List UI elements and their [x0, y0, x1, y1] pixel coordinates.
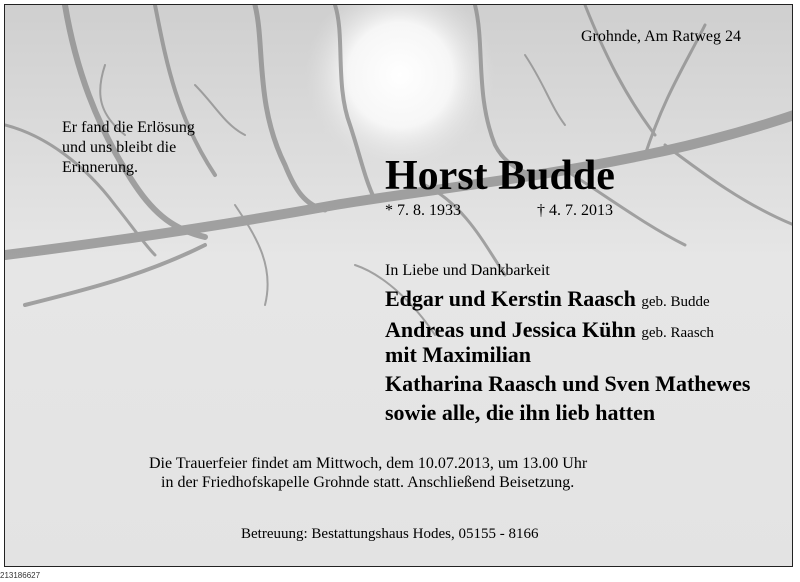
- mourner-line: sowie alle, die ihn lieb hatten: [385, 400, 656, 425]
- mourner-name: Andreas und Jessica Kühn: [385, 317, 636, 342]
- mourners-intro: In Liebe und Dankbarkeit: [385, 262, 550, 279]
- deceased-name: Horst Budde: [385, 153, 615, 199]
- quote-line: Erinnerung.: [62, 159, 138, 176]
- mourner-line: mit Maximilian: [385, 342, 532, 367]
- location-address: Grohnde, Am Ratweg 24: [581, 28, 741, 45]
- birth-date: * 7. 8. 1933: [385, 202, 461, 219]
- obituary-notice: [4, 4, 793, 567]
- funeral-home-footer: Betreuung: Bestattungshaus Hodes, 05155 - 8166: [241, 526, 539, 542]
- mourner-line: [385, 319, 714, 341]
- funeral-info: Die Trauerfeier findet am Mittwoch, dem 10.07.2013, um 13.00 Uhr: [149, 455, 588, 472]
- death-date: † 4. 7. 2013: [537, 202, 613, 219]
- maiden-name-note: geb. Raasch: [641, 325, 714, 341]
- ad-code: 213186627: [0, 571, 41, 580]
- mourner-name: Edgar und Kerstin Raasch: [385, 286, 636, 311]
- quote-line: Er fand die Erlösung: [62, 119, 195, 136]
- funeral-info: in der Friedhofskapelle Grohnde statt. Anschließend Beisetzung.: [161, 474, 575, 491]
- quote-line: und uns bleibt die: [62, 139, 177, 156]
- mourner-line: Katharina Raasch und Sven Mathewes: [385, 371, 751, 396]
- mourner-line: [385, 288, 710, 310]
- maiden-name-note: geb. Budde: [641, 294, 710, 310]
